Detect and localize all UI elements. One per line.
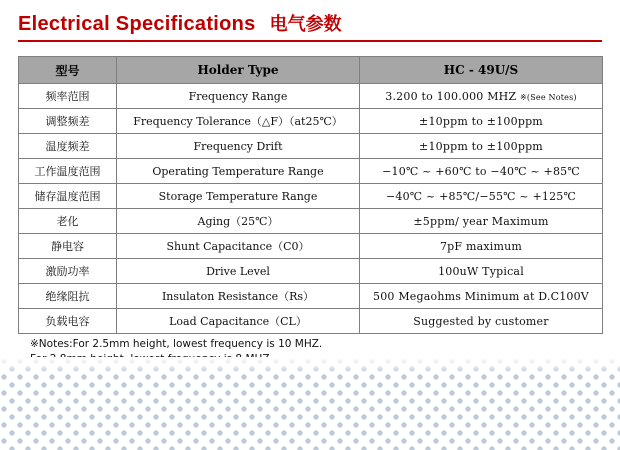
row-label: 负载电容 [19, 309, 117, 334]
spec-table-container [18, 56, 602, 334]
column-header-model: 型号 [19, 57, 117, 84]
row-value: ±10ppm to ±100ppm [360, 134, 603, 159]
row-label: 工作温度范围 [19, 159, 117, 184]
dot-pattern-fade [0, 357, 620, 373]
table-row [19, 134, 603, 159]
row-param: Frequency Range [117, 84, 360, 109]
row-value [360, 84, 603, 109]
row-label: 老化 [19, 209, 117, 234]
page-header [18, 10, 342, 36]
row-param: Load Capacitance（CL） [117, 309, 360, 334]
row-param: Shunt Capacitance（C0） [117, 234, 360, 259]
row-value: Suggested by customer [360, 309, 603, 334]
row-param: Storage Temperature Range [117, 184, 360, 209]
row-value-main: 3.200 to 100.000 MHZ [385, 89, 517, 103]
row-param: Insulaton Resistance（Rs） [117, 284, 360, 309]
table-row [19, 184, 603, 209]
column-header-hc49us: HC - 49U/S [360, 57, 603, 84]
row-value: −10℃ ~ +60℃ to −40℃ ~ +85℃ [360, 159, 603, 184]
decorative-dot-pattern [0, 357, 620, 450]
table-row [19, 209, 603, 234]
table-row [19, 284, 603, 309]
footnote-line-1: ※Notes:For 2.5mm height, lowest frequency is 10 MHZ. [30, 338, 323, 350]
row-value: 7pF maximum [360, 234, 603, 259]
row-value: ±10ppm to ±100ppm [360, 109, 603, 134]
row-param: Operating Temperature Range [117, 159, 360, 184]
header-divider [18, 40, 602, 42]
row-param: Frequency Drift [117, 134, 360, 159]
row-label: 温度频差 [19, 134, 117, 159]
page-title-cn: 电气参数 [269, 14, 342, 35]
page-title-en: Electrical Specifications [18, 13, 256, 35]
table-row [19, 234, 603, 259]
table-header-row [19, 57, 603, 84]
row-value: ±5ppm/ year Maximum [360, 209, 603, 234]
row-value: 100uW Typical [360, 259, 603, 284]
column-header-holder-type: Holder Type [117, 57, 360, 84]
table-row [19, 109, 603, 134]
row-value: 500 Megaohms Minimum at D.C100V [360, 284, 603, 309]
row-param: Drive Level [117, 259, 360, 284]
row-label: 静电容 [19, 234, 117, 259]
electrical-spec-table [18, 56, 603, 334]
table-row [19, 84, 603, 109]
table-row [19, 159, 603, 184]
table-row [19, 259, 603, 284]
row-label: 储存温度范围 [19, 184, 117, 209]
row-label: 频率范围 [19, 84, 117, 109]
row-value: −40℃ ~ +85℃/−55℃ ~ +125℃ [360, 184, 603, 209]
row-label: 激励功率 [19, 259, 117, 284]
row-label: 调整频差 [19, 109, 117, 134]
row-value-note: ※(See Notes) [520, 92, 577, 102]
row-param: Frequency Tolerance（△F）（at25℃） [117, 109, 360, 134]
row-label: 绝缘阻抗 [19, 284, 117, 309]
table-row [19, 309, 603, 334]
row-param: Aging（25℃） [117, 209, 360, 234]
